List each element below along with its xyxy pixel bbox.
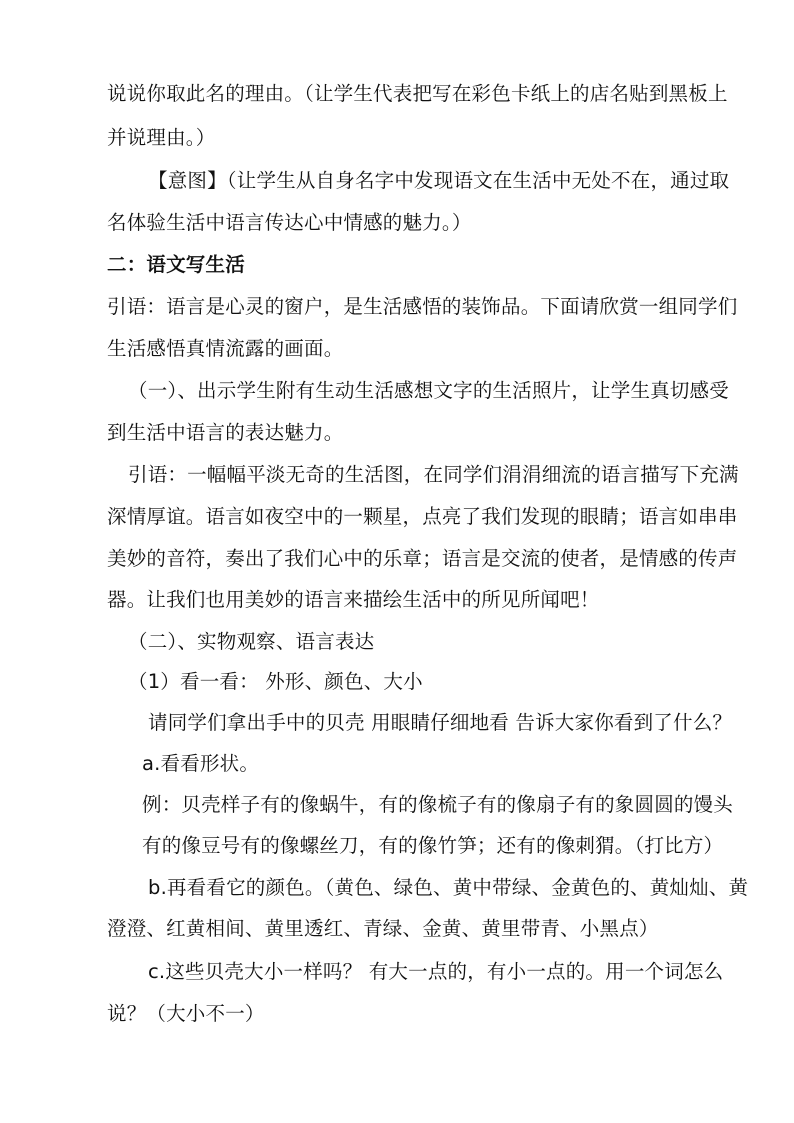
text-line: 请同学们拿出手中的贝壳 用眼睛仔细地看 告诉大家你看到了什么？ [148, 711, 733, 734]
text-line: 生活感悟真情流露的画面。 [107, 337, 344, 360]
text-line: 并说理由。） [107, 126, 216, 149]
text-line: （二）、实物观察、语言表达 [128, 630, 375, 653]
section-heading: 二：语文写生活 [107, 253, 245, 276]
text-line: 有的像豆号有的像螺丝刀，有的像竹笋；还有的像刺猬。（打比方） [142, 834, 724, 857]
text-line: （一）、出示学生附有生动生活感想文字的生活照片，让学生真切感受 [128, 379, 729, 402]
text-line: 澄澄、红黄相间、黄里透红、青绿、金黄、黄里带青、小黑点） [107, 917, 659, 940]
text-line: 说说你取此名的理由。（让学生代表把写在彩色卡纸上的店名贴到黑板上 [107, 82, 728, 105]
text-line: 【意图】（让学生从自身名字中发现语文在生活中无处不在，通过取 [148, 169, 730, 192]
text-line: 器。让我们也用美妙的语言来描绘生活中的所见所闻吧！ [107, 588, 600, 611]
text-line: 美妙的音符，奏出了我们心中的乐章；语言是交流的使者，是情感的传声 [107, 547, 738, 570]
text-line: 深情厚谊。语言如夜空中的一颗星，点亮了我们发现的眼睛；语言如串串 [107, 505, 738, 528]
text-line: 引语：一幅幅平淡无奇的生活图，在同学们涓涓细流的语言描写下充满 [128, 463, 739, 486]
text-line: 引语：语言是心灵的窗户，是生活感悟的装饰品。下面请欣赏一组同学们 [107, 295, 738, 318]
text-line: （1）看一看： 外形、颜色、大小 [128, 670, 423, 693]
text-line: 到生活中语言的表达魅力。 [107, 421, 344, 444]
text-line: 说？（大小不一） [107, 1002, 265, 1025]
text-line: b.再看看它的颜色。（黄色、绿色、黄中带绿、金黄色的、黄灿灿、黄 [148, 876, 749, 899]
text-line: a.看看形状。 [142, 752, 260, 775]
text-line: 名体验生活中语言传达心中情感的魅力。） [107, 211, 472, 234]
text-line: c.这些贝壳大小一样吗？ 有大一点的，有小一点的。用一个词怎么 [148, 960, 724, 983]
text-line: 例：贝壳样子有的像蜗牛，有的像梳子有的像扇子有的象圆圆的馒头 [142, 793, 734, 816]
